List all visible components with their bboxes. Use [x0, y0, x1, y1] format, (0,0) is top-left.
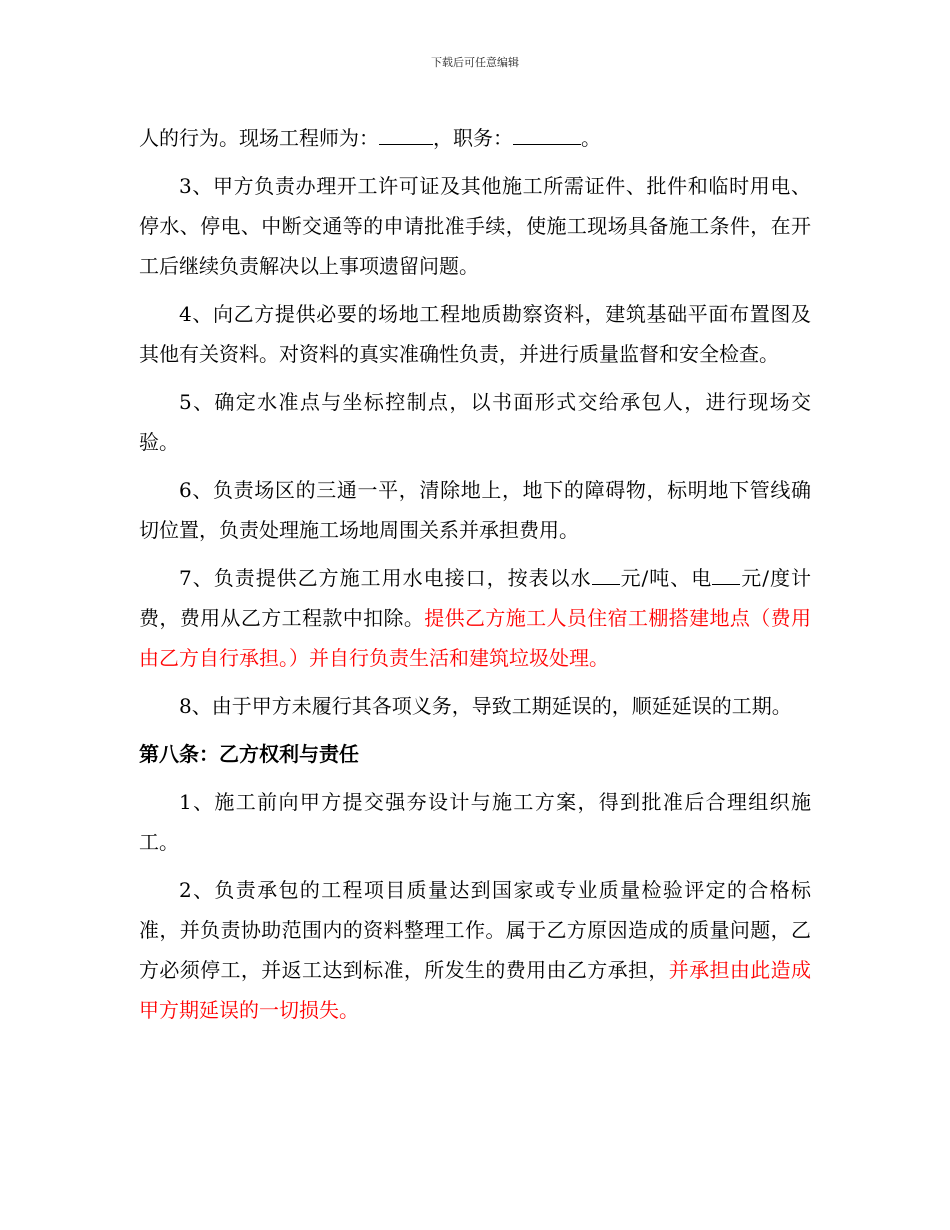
paragraph-engineer: [139, 118, 811, 158]
electricity-price-blank: [712, 584, 740, 585]
page-header: 下载后可任意编辑: [431, 56, 519, 69]
party-b-clause-1: 1、施工前向甲方提交强夯设计与施工方案，得到批准后合理组织施工。: [139, 790, 811, 854]
section-heading-article-8: 第八条：乙方权利与责任: [139, 742, 359, 766]
clause-5: 5、确定水准点与坐标控制点，以书面形式交给承包人，进行现场交验。: [139, 390, 811, 454]
clause-4: 4、向乙方提供必要的场地工程地质勘察资料，建筑基础平面布置图及其他有关资料。对资料的真实准确性负责，并进行质量监督和安全检查。: [139, 302, 811, 366]
clause-7-text-b: 元/吨、电: [619, 566, 713, 590]
document-body: [139, 118, 811, 1038]
clause-3: 3、甲方负责办理开工许可证及其他施工所需证件、批件和临时用电、停水、停电、中断交通等的申请批准手续，使施工现场具备施工条件，在开工后继续负责解决以上事项遗留问题。: [139, 174, 811, 278]
period-text: 。: [581, 126, 601, 150]
engineer-name-blank: [379, 144, 433, 145]
position-text: ，职务：: [433, 126, 513, 150]
clause-7-text-c: 元/度计费，费用从乙方工程款中扣除。: [139, 566, 811, 630]
party-b-clause-2: [139, 870, 811, 1030]
party-b-clause-2-highlight: 并承担由此造成甲方期延误的一切损失。: [139, 958, 811, 1022]
clause-7: [139, 558, 811, 678]
engineer-text: 人的行为。现场工程师为：: [139, 126, 379, 150]
water-price-blank: [592, 584, 620, 585]
clause-8: 8、由于甲方未履行其各项义务，导致工期延误的，顺延延误的工期。: [179, 694, 792, 718]
clause-7-highlight: 提供乙方施工人员住宿工棚搭建地点（费用由乙方自行承担。）并自行负责生活和建筑垃圾处理。: [139, 606, 811, 670]
party-b-clause-2-text: 2、负责承包的工程项目质量达到国家或专业质量检验评定的合格标准，并负责协助范围内的资料整理工作。属于乙方原因造成的质量问题，乙方必须停工，并返工达到标准，所发生的费用由乙方承担，: [139, 878, 811, 982]
clause-6: 6、负责场区的三通一平，清除地上，地下的障碍物，标明地下管线确切位置，负责处理施工场地周围关系并承担费用。: [139, 478, 811, 542]
clause-7-text-a: 7、负责提供乙方施工用水电接口，按表以水: [179, 566, 592, 590]
position-blank: [513, 144, 581, 145]
